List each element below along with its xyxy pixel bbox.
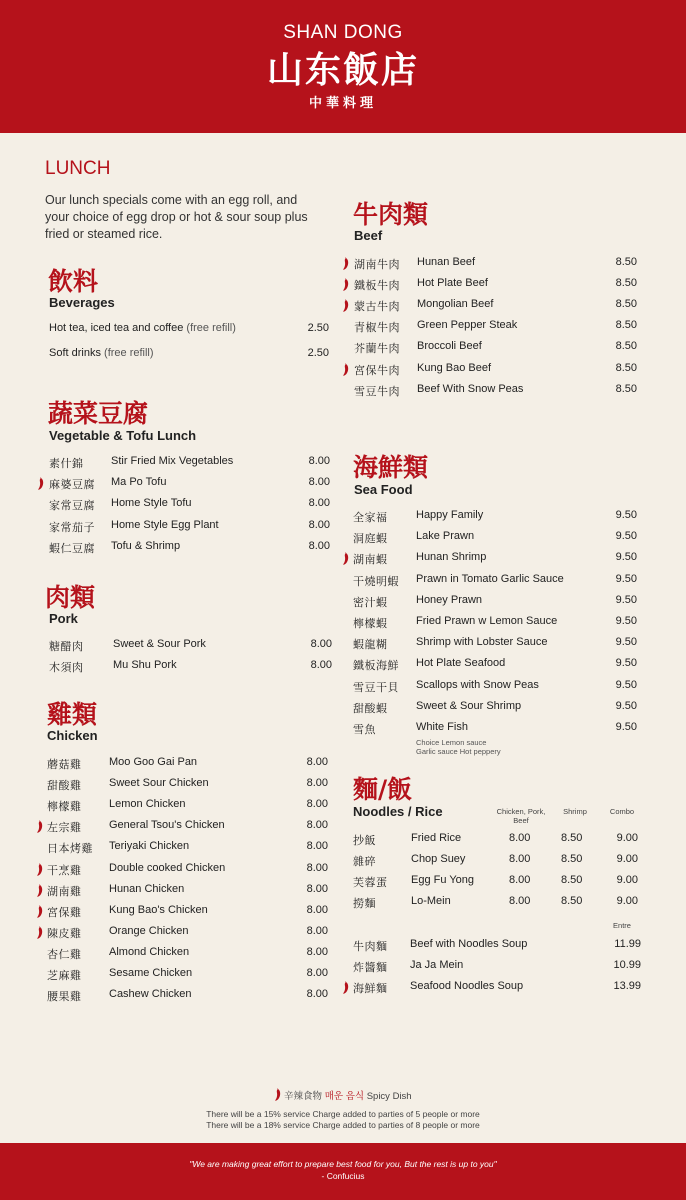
item-price: 9.50 bbox=[615, 593, 637, 606]
item-name-en: Scallops with Snow Peas bbox=[416, 678, 539, 691]
chili-pepper-icon bbox=[342, 363, 349, 376]
item-name-cn: 洞庭蝦 bbox=[353, 533, 388, 546]
item-name-cn: 木須肉 bbox=[49, 662, 84, 674]
item-name-en: Home Style Tofu bbox=[111, 497, 192, 510]
item-name-en: Hot Plate Seafood bbox=[416, 657, 506, 670]
chili-pepper-icon bbox=[342, 299, 349, 312]
noodles-col-meat: Chicken, Pork, Beef bbox=[496, 807, 546, 825]
chicken-menu-item bbox=[47, 988, 328, 1004]
chili-pepper-icon bbox=[36, 820, 43, 833]
item-note: (free refill) bbox=[186, 322, 236, 334]
item-name-cn: 雪魚 bbox=[353, 724, 376, 736]
seafood-title-cn: 海鮮類 bbox=[353, 453, 429, 482]
pork-title-cn: 肉類 bbox=[45, 583, 96, 612]
item-name-en: Cashew Chicken bbox=[109, 988, 192, 1001]
chicken-menu-item bbox=[47, 798, 328, 814]
item-name-cn: 蝦龍糊 bbox=[353, 639, 388, 652]
item-name-cn: 鐵板海鮮 bbox=[353, 660, 399, 673]
item-price: 8.50 bbox=[615, 256, 637, 268]
item-price: 8.00 bbox=[306, 777, 328, 790]
chili-pepper-icon bbox=[36, 863, 43, 876]
chili-pepper-icon bbox=[342, 981, 349, 994]
beverage-item bbox=[49, 322, 329, 338]
beef-menu-item bbox=[354, 340, 637, 356]
item-name-en: Hunan Chicken bbox=[109, 882, 185, 895]
item-name-en: Happy Family bbox=[416, 509, 484, 521]
item-price: 9.50 bbox=[615, 657, 637, 670]
item-price: 8.50 bbox=[615, 361, 637, 374]
item-name-en: Hot Plate Beef bbox=[417, 277, 488, 290]
item-price: 8.50 bbox=[615, 298, 637, 311]
vegetable-menu-item bbox=[49, 540, 330, 556]
item-name-cn: 抄飯 bbox=[353, 835, 376, 847]
item-name-en: Sweet & Sour Shrimp bbox=[416, 699, 522, 712]
beef-menu-item bbox=[354, 256, 637, 272]
chicken-menu-item bbox=[47, 946, 328, 962]
item-price: 9.50 bbox=[615, 721, 637, 733]
item-price-shrimp: 8.50 bbox=[561, 832, 583, 844]
item-price: 8.00 bbox=[308, 476, 330, 489]
seafood-menu-item bbox=[353, 657, 637, 673]
item-price: 8.00 bbox=[306, 988, 328, 1001]
item-name-cn: 杏仁雞 bbox=[47, 948, 82, 961]
vegetable-menu-item bbox=[49, 455, 330, 471]
service-charge-notice-2: There will be a 18% service Charge added to parties of 8 people or more bbox=[206, 1120, 480, 1130]
item-name-en: Orange Chicken bbox=[109, 924, 189, 937]
item-name-en: Moo Goo Gai Pan bbox=[109, 756, 198, 768]
item-price: 8.00 bbox=[306, 798, 328, 811]
noodles-menu-item bbox=[353, 853, 638, 869]
item-name-en: Kung Bao Beef bbox=[417, 361, 492, 374]
seafood-menu-item bbox=[353, 509, 637, 525]
item-price-meat: 8.00 bbox=[509, 832, 531, 844]
item-name-en: Beef With Snow Peas bbox=[417, 382, 524, 395]
seafood-menu-item bbox=[353, 679, 637, 695]
item-name-cn: 鐵板牛肉 bbox=[354, 280, 400, 293]
beef-menu-item bbox=[354, 383, 637, 399]
item-name-en: Fried Rice bbox=[411, 832, 462, 844]
pork-title-en: Pork bbox=[49, 611, 78, 626]
item-name-cn: 檸檬蝦 bbox=[353, 618, 388, 630]
item-name-cn: 牛肉麵 bbox=[353, 941, 388, 953]
lunch-intro: Our lunch specials come with an egg roll, and your choice of egg drop or hot & sour soup plus fried or steamed rice. bbox=[45, 193, 308, 241]
chicken-menu-item bbox=[47, 883, 328, 899]
beef-menu-item bbox=[354, 277, 637, 293]
item-price: 8.00 bbox=[306, 819, 328, 832]
item-name-cn: 干烹雞 bbox=[47, 864, 82, 877]
item-name-en: Prawn in Tomato Garlic Sauce bbox=[416, 572, 564, 585]
item-name-en: Shrimp with Lobster Sauce bbox=[416, 636, 548, 649]
chili-pepper-icon bbox=[36, 884, 43, 897]
header-banner bbox=[0, 0, 686, 133]
chili-pepper-icon bbox=[342, 552, 349, 565]
item-price: 9.50 bbox=[615, 530, 637, 543]
item-price: 9.50 bbox=[615, 615, 637, 627]
seafood-menu-item bbox=[353, 721, 637, 737]
item-name-cn: 家常茄子 bbox=[49, 521, 95, 534]
chicken-menu-item bbox=[47, 904, 328, 920]
item-price: 8.00 bbox=[306, 756, 328, 768]
chicken-menu-item bbox=[47, 756, 328, 772]
footer-quote: "We are making great effort to prepare best food for you, But the rest is up to you" bbox=[189, 1159, 497, 1169]
footer-author: - Confucius bbox=[321, 1171, 365, 1181]
item-name-cn: 家常豆腐 bbox=[49, 500, 95, 513]
item-name-cn: 甜酸雞 bbox=[47, 780, 82, 793]
item-name-en: Egg Fu Yong bbox=[411, 874, 475, 887]
spicy-legend-en: Spicy Dish bbox=[366, 1091, 412, 1102]
item-price: 9.50 bbox=[615, 699, 637, 712]
white-fish-note: Choice Lemon sauce Garlic sauce Hot peppery bbox=[416, 738, 501, 756]
item-price: 8.00 bbox=[306, 861, 328, 874]
item-name-en: Honey Prawn bbox=[416, 593, 483, 606]
beef-menu-item bbox=[354, 362, 637, 378]
item-price: 8.00 bbox=[308, 539, 330, 552]
item-price: 8.00 bbox=[310, 659, 332, 671]
noodle-soup-item bbox=[353, 980, 641, 996]
seafood-menu-item bbox=[353, 700, 637, 716]
item-name-en: Mongolian Beef bbox=[417, 298, 494, 311]
noodles-title-cn: 麵/飯 bbox=[353, 775, 413, 804]
item-name-cn: 海鮮麵 bbox=[353, 983, 388, 996]
restaurant-subtitle: 中華料理 bbox=[308, 95, 377, 110]
chicken-menu-item bbox=[47, 840, 328, 856]
item-name-cn: 左宗雞 bbox=[47, 822, 82, 835]
vegetable-title-cn: 蔬菜豆腐 bbox=[48, 399, 149, 428]
item-price: 11.99 bbox=[614, 938, 641, 950]
noodle-soup-item bbox=[353, 959, 641, 975]
chicken-menu-item bbox=[47, 819, 328, 835]
seafood-title-en: Sea Food bbox=[354, 482, 413, 497]
spicy-legend-kr: 매운 음식 bbox=[324, 1091, 365, 1102]
item-name-cn: 青椒牛肉 bbox=[354, 322, 400, 335]
beverage-item bbox=[49, 347, 329, 363]
vegetable-title-en: Vegetable & Tofu Lunch bbox=[49, 428, 197, 443]
seafood-menu-item bbox=[353, 530, 637, 546]
item-price: 9.50 bbox=[615, 509, 637, 521]
beef-menu-item bbox=[354, 298, 637, 314]
item-name-cn: 蒙古牛肉 bbox=[354, 301, 400, 314]
item-price-meat: 8.00 bbox=[509, 895, 531, 908]
item-name-cn: 全家福 bbox=[353, 512, 388, 524]
beef-title-cn: 牛肉類 bbox=[353, 200, 429, 229]
seafood-menu-item bbox=[353, 551, 637, 567]
noodles-title-en: Noodles / Rice bbox=[353, 804, 443, 819]
vegetable-menu-item bbox=[49, 476, 330, 492]
item-price: 13.99 bbox=[613, 980, 641, 993]
beverage-label bbox=[49, 322, 236, 334]
item-price: 8.00 bbox=[306, 903, 328, 916]
item-price-shrimp: 8.50 bbox=[561, 874, 583, 887]
item-name-cn: 宮保雞 bbox=[47, 906, 82, 919]
item-name-en: Green Pepper Steak bbox=[417, 319, 518, 332]
vegetable-menu-item bbox=[49, 497, 330, 513]
beverage-label bbox=[49, 347, 154, 359]
item-name-en: Broccoli Beef bbox=[417, 340, 482, 353]
item-price: 8.00 bbox=[308, 497, 330, 510]
spicy-legend-cn: 辛辣食物 bbox=[284, 1091, 323, 1102]
item-price: 8.00 bbox=[310, 638, 332, 650]
item-name-cn: 干燒明蝦 bbox=[353, 575, 399, 588]
item-name-en: Chop Suey bbox=[411, 853, 466, 866]
beverages-title-cn: 飲料 bbox=[48, 267, 99, 296]
item-price: 8.50 bbox=[615, 382, 637, 395]
item-price: 10.99 bbox=[613, 959, 641, 972]
item-price-combo: 9.00 bbox=[616, 874, 638, 887]
item-name-en: Sweet & Sour Pork bbox=[113, 638, 206, 650]
item-name-cn: 撈麵 bbox=[353, 898, 376, 911]
item-name-en: White Fish bbox=[416, 721, 468, 733]
chili-pepper-icon bbox=[36, 926, 43, 939]
item-name-en: Fried Prawn w Lemon Sauce bbox=[416, 615, 558, 627]
item-price: 2.50 bbox=[307, 347, 329, 359]
item-name-cn: 麻婆豆腐 bbox=[49, 479, 95, 492]
item-name-en: Lo-Mein bbox=[411, 895, 451, 908]
item-price-combo: 9.00 bbox=[616, 895, 638, 908]
lunch-title: LUNCH bbox=[45, 158, 111, 179]
item-price: 8.50 bbox=[615, 277, 637, 290]
item-price: 8.00 bbox=[308, 518, 330, 531]
beef-title-en: Beef bbox=[354, 228, 383, 243]
restaurant-name-en: SHAN DONG bbox=[283, 22, 403, 43]
item-price-combo: 9.00 bbox=[616, 832, 638, 844]
item-name-en: Ma Po Tofu bbox=[111, 476, 167, 489]
item-name-en: Double cooked Chicken bbox=[109, 861, 226, 874]
item-name-en: Sesame Chicken bbox=[109, 967, 193, 979]
noodles-col-shrimp: Shrimp bbox=[563, 807, 587, 816]
item-price: 8.00 bbox=[306, 945, 328, 958]
item-note: (free refill) bbox=[104, 347, 154, 359]
vegetable-menu-item bbox=[49, 519, 330, 535]
chili-pepper-icon bbox=[36, 905, 43, 918]
item-name-cn: 芝麻雞 bbox=[47, 970, 82, 982]
chicken-menu-item bbox=[47, 777, 328, 793]
item-name-cn: 密汁蝦 bbox=[353, 596, 388, 609]
item-name-en: Tofu & Shrimp bbox=[111, 539, 181, 552]
item-name-en: Almond Chicken bbox=[109, 945, 190, 958]
item-name-en: Lake Prawn bbox=[416, 530, 475, 543]
beverages-title-en: Beverages bbox=[49, 295, 115, 310]
chicken-menu-item bbox=[47, 862, 328, 878]
item-name-cn: 蘑菇雞 bbox=[47, 759, 82, 771]
item-name-en: Stir Fried Mix Vegetables bbox=[111, 455, 234, 467]
seafood-menu-item bbox=[353, 636, 637, 652]
noodles-menu-item bbox=[353, 895, 638, 911]
item-name-en: Lemon Chicken bbox=[109, 798, 186, 811]
item-name-cn: 湖南牛肉 bbox=[354, 259, 400, 271]
seafood-menu-item bbox=[353, 594, 637, 610]
chicken-menu-item bbox=[47, 925, 328, 941]
item-price-shrimp: 8.50 bbox=[561, 853, 583, 866]
item-name-en: Hunan Beef bbox=[417, 256, 476, 268]
item-name-cn: 芥蘭牛肉 bbox=[354, 343, 400, 356]
chicken-menu-item bbox=[47, 967, 328, 983]
item-name-en: Beef with Noodles Soup bbox=[410, 938, 528, 950]
item-name-en: Mu Shu Pork bbox=[113, 659, 177, 671]
service-charge-notice-1: There will be a 15% service Charge added to parties of 5 people or more bbox=[206, 1109, 480, 1119]
footer-banner bbox=[0, 1143, 686, 1200]
item-price-shrimp: 8.50 bbox=[561, 895, 583, 908]
item-name-cn: 糖醋肉 bbox=[49, 641, 84, 653]
item-name-cn: 甜酸蝦 bbox=[353, 702, 388, 715]
chicken-title-cn: 雞類 bbox=[47, 700, 98, 729]
item-name-cn: 雪豆干貝 bbox=[353, 681, 399, 694]
item-name-cn: 炸醬麵 bbox=[353, 962, 388, 975]
item-price-meat: 8.00 bbox=[509, 853, 531, 866]
item-name-en: Ja Ja Mein bbox=[410, 959, 464, 972]
noodles-entre-label: Entre bbox=[613, 921, 631, 930]
noodles-menu-item bbox=[353, 832, 638, 848]
seafood-menu-item bbox=[353, 615, 637, 631]
item-price: 9.50 bbox=[615, 678, 637, 691]
item-price: 8.00 bbox=[306, 840, 328, 853]
chicken-title-en: Chicken bbox=[47, 728, 98, 743]
chili-pepper-icon bbox=[342, 257, 349, 270]
chili-pepper-icon bbox=[37, 477, 44, 490]
item-price: 9.50 bbox=[615, 551, 637, 564]
item-name-cn: 蝦仁豆腐 bbox=[49, 542, 95, 555]
noodle-soup-item bbox=[353, 938, 641, 954]
item-name-en: Hot tea, iced tea and coffee bbox=[49, 322, 184, 334]
item-name-cn: 檸檬雞 bbox=[47, 801, 82, 814]
item-name-cn: 素什錦 bbox=[49, 458, 84, 470]
spicy-legend bbox=[0, 1088, 686, 1102]
restaurant-name-cn: 山东飯店 bbox=[266, 49, 419, 91]
item-name-en: Sweet Sour Chicken bbox=[109, 777, 209, 790]
item-name-en: Seafood Noodles Soup bbox=[410, 980, 524, 993]
item-name-en: Soft drinks bbox=[49, 347, 101, 359]
item-price: 9.50 bbox=[615, 572, 637, 585]
item-price: 8.50 bbox=[615, 340, 637, 353]
item-price-combo: 9.00 bbox=[616, 853, 638, 866]
item-name-en: Teriyaki Chicken bbox=[109, 840, 190, 853]
item-price: 9.50 bbox=[615, 636, 637, 649]
item-name-cn: 陳皮雞 bbox=[47, 927, 82, 940]
item-name-cn: 宮保牛肉 bbox=[354, 364, 400, 377]
item-name-en: Hunan Shrimp bbox=[416, 551, 487, 564]
item-price: 8.00 bbox=[306, 924, 328, 937]
noodles-menu-item bbox=[353, 874, 638, 890]
chili-pepper-icon bbox=[342, 278, 349, 291]
item-name-cn: 雜碎 bbox=[353, 856, 376, 869]
item-name-cn: 芙蓉蛋 bbox=[353, 877, 388, 890]
item-name-cn: 湖南雞 bbox=[47, 885, 82, 898]
item-price: 8.50 bbox=[615, 319, 637, 332]
pork-menu-item bbox=[49, 638, 332, 654]
item-name-en: Kung Bao's Chicken bbox=[109, 903, 208, 916]
noodles-col-combo: Combo bbox=[609, 807, 635, 816]
item-name-cn: 湖南蝦 bbox=[353, 554, 388, 567]
beef-menu-item bbox=[354, 319, 637, 335]
item-name-cn: 日本烤雞 bbox=[47, 843, 93, 856]
item-price: 2.50 bbox=[307, 322, 329, 334]
item-name-cn: 雪豆牛肉 bbox=[354, 385, 400, 398]
item-name-cn: 腰果雞 bbox=[47, 991, 82, 1004]
chili-pepper-icon bbox=[274, 1088, 281, 1101]
seafood-menu-item bbox=[353, 573, 637, 589]
item-name-en: General Tsou's Chicken bbox=[109, 819, 225, 832]
item-price: 8.00 bbox=[306, 967, 328, 979]
item-price: 8.00 bbox=[306, 882, 328, 895]
item-name-en: Home Style Egg Plant bbox=[111, 518, 219, 531]
item-price-meat: 8.00 bbox=[509, 874, 531, 887]
pork-menu-item bbox=[49, 659, 332, 675]
item-price: 8.00 bbox=[308, 455, 330, 467]
